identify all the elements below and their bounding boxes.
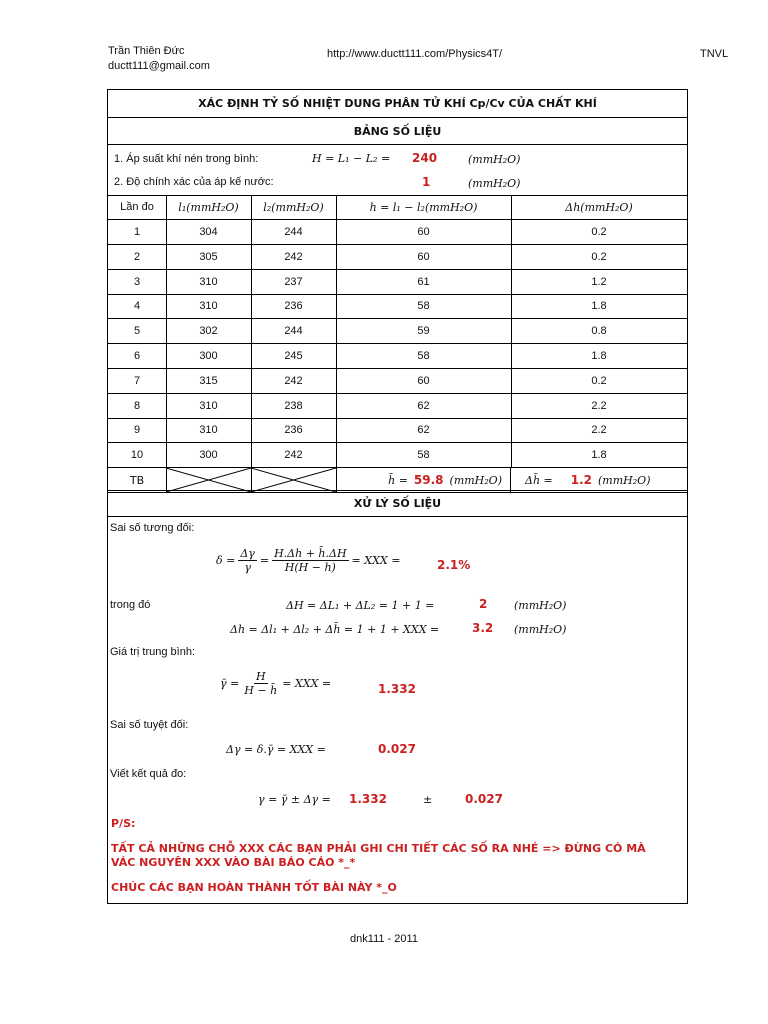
header-url: http://www.ductt111.com/Physics4T/ (327, 48, 503, 60)
cell-l1: 300 (166, 344, 252, 368)
table-row (108, 443, 687, 468)
mean-num: H (255, 670, 266, 683)
avg-dh-cell (511, 468, 687, 492)
avg-h-formula: h̄ = (388, 473, 408, 487)
cell-trial: 10 (108, 443, 167, 467)
pressure-unit: (mmH₂O) (468, 153, 521, 166)
title-row (108, 90, 687, 118)
note-line-2: VÁC NGUYÊN XXX VÀO BÀI BÁO CÁO *_* (111, 856, 356, 869)
accuracy-label: 2. Độ chính xác của áp kế nước: (114, 176, 274, 188)
rel-error-f1-num: Δγ (240, 547, 255, 560)
mean-label: Giá trị trung bình: (110, 646, 195, 658)
note-line-1: TẤT CẢ NHỮNG CHỖ XXX CÁC BẠN PHẢI GHI CHI TIẾT CÁC SỐ RA NHÉ => ĐỪNG CÓ MÀ (111, 842, 646, 855)
cell-trial: 5 (108, 319, 167, 343)
plus-minus: ± (423, 793, 433, 806)
pressure-value: 240 (412, 151, 438, 165)
rel-error-f2-den: H(H − h̄) (284, 561, 336, 574)
cell-dh: 0.8 (591, 325, 607, 338)
cell-dh: 1.8 (591, 449, 607, 462)
dh-formula: Δh = Δl₁ + Δl₂ + Δh̄ = 1 + 1 + XXX = (230, 623, 440, 636)
cell-l2: 242 (251, 245, 337, 269)
avg-label: TB (108, 468, 167, 492)
accuracy-unit: (mmH₂O) (468, 177, 521, 190)
result-error: 0.027 (465, 792, 503, 806)
processing-header (108, 490, 687, 517)
abs-error-value: 0.027 (378, 742, 416, 756)
rel-error-lhs: δ = (216, 554, 236, 567)
rel-error-f1-den: γ (244, 561, 251, 574)
dh-unit: (mmH₂O) (514, 623, 567, 636)
mean-den: H − h̄ (244, 684, 278, 697)
cell-trial: 3 (108, 270, 167, 294)
avg-h-value: 59.8 (413, 473, 444, 487)
cell-h: 58 (336, 294, 512, 318)
cell-l1: 300 (166, 443, 252, 467)
cell-l1: 302 (166, 319, 252, 343)
report-frame (107, 89, 688, 904)
cell-l2: 242 (251, 369, 337, 393)
cell-dh: 1.8 (591, 350, 607, 362)
header-l1: l₁(mmH₂O) (166, 195, 252, 219)
dh-value: 3.2 (472, 621, 494, 635)
table-row (108, 245, 687, 270)
header-trial: Lần đo (108, 195, 167, 219)
cell-l1: 310 (166, 270, 252, 294)
cell-trial: 8 (108, 394, 167, 418)
cell-l1: 310 (166, 294, 252, 318)
cell-dh: 2.2 (591, 424, 607, 437)
cell-h: 60 (336, 245, 512, 269)
dH-unit: (mmH₂O) (514, 599, 567, 612)
accuracy-value: 1 (422, 175, 431, 189)
where-label: trong đó (110, 599, 151, 611)
cell-dh: 1.2 (591, 275, 607, 288)
processing-title: XỬ LÝ SỐ LIỆU (353, 497, 442, 510)
cell-l2: 245 (251, 344, 337, 368)
avg-h-unit: (mmH₂O) (449, 473, 502, 487)
avg-l1-crossed (166, 468, 252, 492)
header-l2: l₂(mmH₂O) (251, 195, 337, 219)
cell-l1: 310 (166, 394, 252, 418)
table-row (108, 394, 687, 419)
rel-error-label: Sai số tương đối: (110, 522, 195, 534)
mean-value: 1.332 (378, 682, 416, 696)
cell-dh: 1.8 (591, 300, 607, 313)
pressure-formula: H = L₁ − L₂ = (312, 152, 391, 165)
cell-l2: 242 (251, 443, 337, 467)
info-block (108, 145, 687, 195)
cell-l2: 236 (251, 418, 337, 442)
ps-label: P/S: (111, 817, 136, 830)
cell-trial: 7 (108, 369, 167, 393)
page-footer: dnk111 - 2011 (350, 933, 418, 945)
cell-l2: 237 (251, 270, 337, 294)
cell-l1: 305 (166, 245, 252, 269)
page-title: XÁC ĐỊNH TỶ SỐ NHIỆT DUNG PHÂN TỬ KHÍ Cp/Cv CỦA CHẤT KHÍ (198, 97, 597, 110)
mean-equation (220, 670, 331, 697)
cell-l2: 244 (251, 319, 337, 343)
processing-body (108, 517, 687, 903)
data-section-header (108, 118, 687, 145)
cell-l2: 236 (251, 294, 337, 318)
mean-lhs: γ̄ = (220, 677, 240, 690)
cell-h: 58 (336, 344, 512, 368)
cell-h: 59 (336, 319, 512, 343)
cell-dh: 0.2 (591, 250, 607, 263)
table-row (108, 344, 687, 369)
cell-l1: 310 (166, 418, 252, 442)
cell-h: 60 (336, 220, 512, 244)
result-formula: γ = γ̄ ± Δγ = (258, 793, 331, 806)
table-row (108, 369, 687, 394)
header-dh: Δh(mmH₂O) (565, 200, 633, 214)
table-header (108, 195, 687, 220)
cell-h: 60 (336, 369, 512, 393)
cell-h: 61 (336, 270, 512, 294)
cell-dh: 0.2 (591, 226, 607, 238)
author-name: Trần Thiên Đức (108, 45, 185, 57)
header-tag: TNVL (700, 48, 729, 60)
cell-trial: 4 (108, 294, 167, 318)
avg-l2-crossed (251, 468, 337, 492)
abs-error-formula: Δγ = δ.γ̄ = XXX = (226, 743, 326, 756)
avg-dh-value: 1.2 (570, 473, 593, 487)
cell-h: 62 (336, 418, 512, 442)
cell-h: 58 (336, 443, 512, 467)
cell-l1: 304 (166, 220, 252, 244)
cell-trial: 9 (108, 418, 167, 442)
rel-error-rhs: = XXX = (351, 554, 401, 567)
cell-trial: 1 (108, 220, 167, 244)
table-row (108, 418, 687, 443)
rel-error-value: 2.1% (437, 558, 471, 572)
cell-trial: 6 (108, 344, 167, 368)
dH-value: 2 (479, 597, 488, 611)
table-row (108, 220, 687, 245)
mean-rhs: = XXX = (282, 677, 332, 690)
cell-dh: 2.2 (591, 399, 607, 412)
table-row (108, 319, 687, 344)
result-label: Viết kết quả đo: (110, 768, 187, 780)
data-section-title: BẢNG SỐ LIỆU (353, 125, 442, 138)
cell-dh: 0.2 (591, 374, 607, 387)
cell-l2: 238 (251, 394, 337, 418)
author-email: ductt111@gmail.com (108, 60, 210, 72)
note-line-3: CHÚC CÁC BẠN HOÀN THÀNH TỐT BÀI NÀY *_O (111, 881, 397, 894)
cell-h: 62 (336, 394, 512, 418)
result-value: 1.332 (349, 792, 387, 806)
cell-trial: 2 (108, 245, 167, 269)
rel-error-equation: δ = $\frac{\Delta\gamma}{\gamma}$ = $\frac{H.\Delta h + h̄.\Delta H}{H(H - h̄)}$ = XXX = (216, 547, 401, 574)
rel-error-f2-num: H.Δh + h̄.ΔH (274, 547, 347, 560)
header-h: h = l₁ − l₂(mmH₂O) (336, 195, 512, 219)
dH-formula: ΔH = ΔL₁ + ΔL₂ = 1 + 1 = (286, 599, 435, 612)
table-row (108, 270, 687, 295)
avg-dh-unit: (mmH₂O) (598, 473, 651, 487)
cell-l2: 244 (251, 220, 337, 244)
avg-h-cell (336, 468, 511, 492)
pressure-label: 1. Áp suất khí nén trong bình: (114, 153, 259, 165)
table-row (108, 294, 687, 319)
abs-error-label: Sai số tuyệt đối: (110, 719, 189, 731)
cell-l1: 315 (166, 369, 252, 393)
avg-dh-formula: Δh̄ = (525, 473, 553, 487)
